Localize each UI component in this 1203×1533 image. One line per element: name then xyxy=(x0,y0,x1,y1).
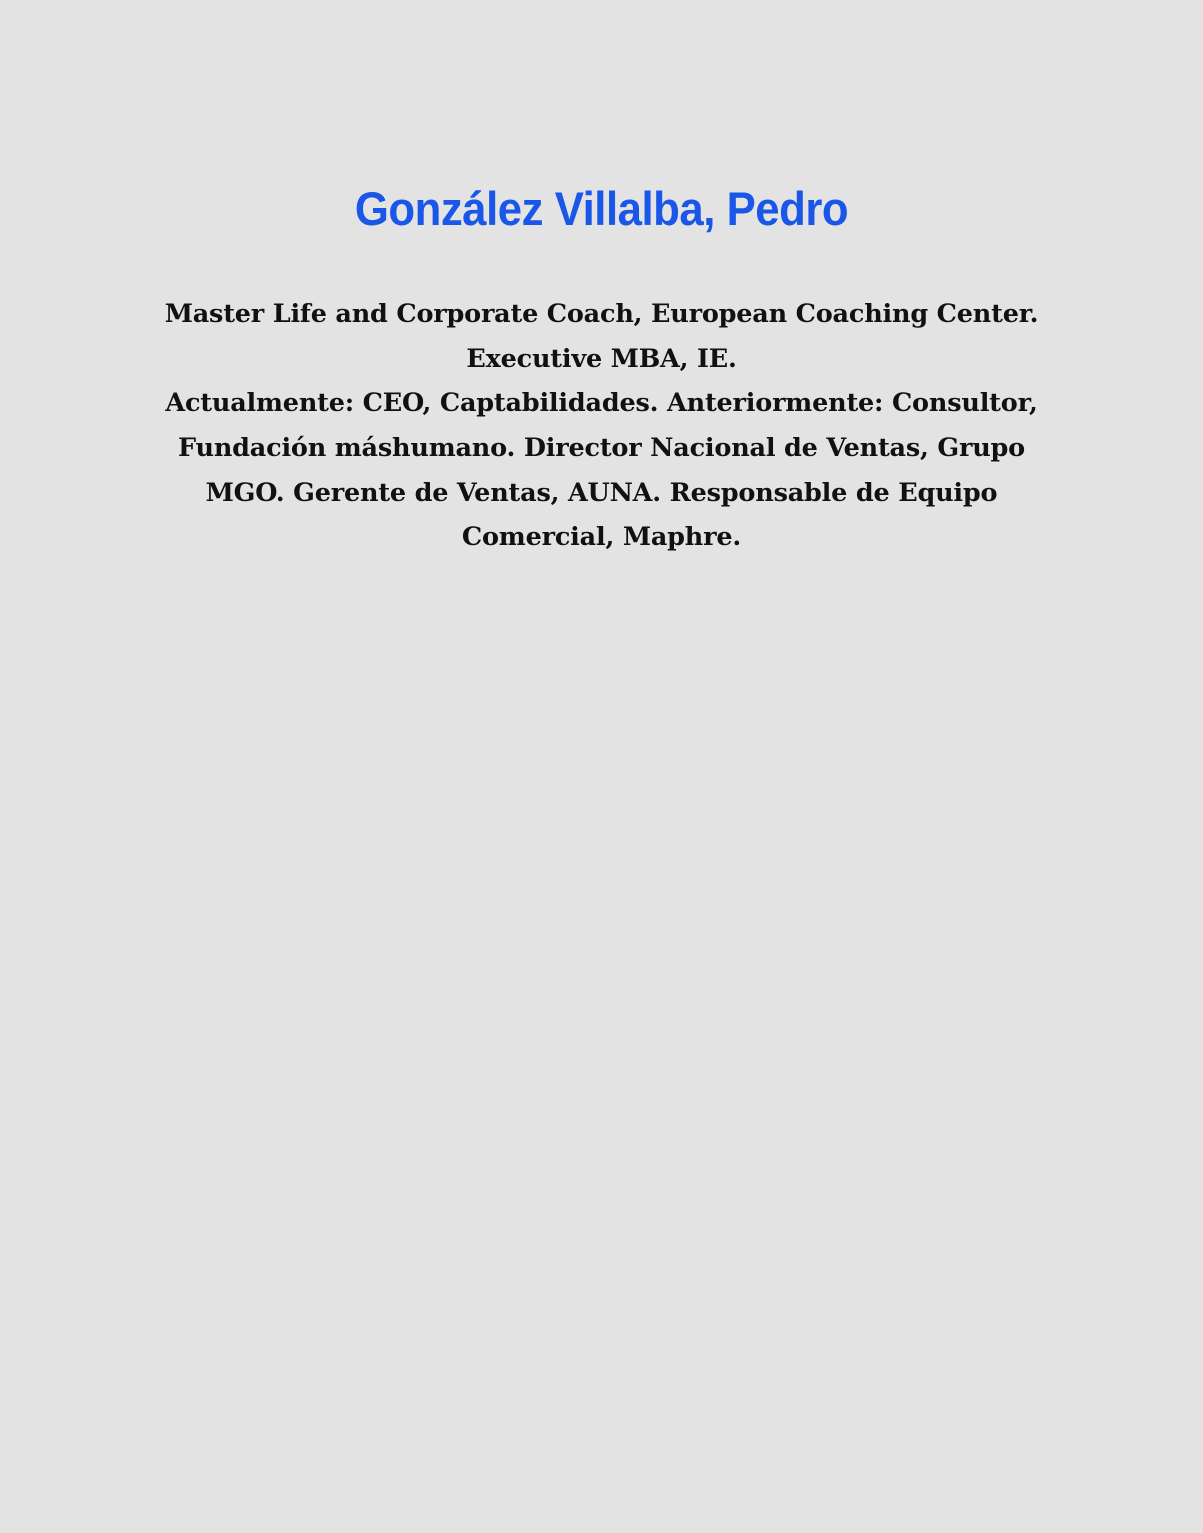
biography-line: Comercial, Maphre. xyxy=(461,522,742,553)
biography-line: Fundación máshumano. Director Nacional de Ventas, Grupo xyxy=(178,432,1025,463)
page-title: González Villalba, Pedro xyxy=(354,182,849,235)
biography-line: MGO. Gerente de Ventas, AUNA. Responsable de Equipo xyxy=(205,477,998,508)
biography-text xyxy=(107,236,1097,560)
biography-line: Executive MBA, IE. xyxy=(466,343,737,374)
biography-line: Actualmente: CEO, Captabilidades. Anteriormente: Consultor, xyxy=(165,388,1038,419)
biography-line: Master Life and Corporate Coach, European Coaching Center. xyxy=(164,299,1039,330)
